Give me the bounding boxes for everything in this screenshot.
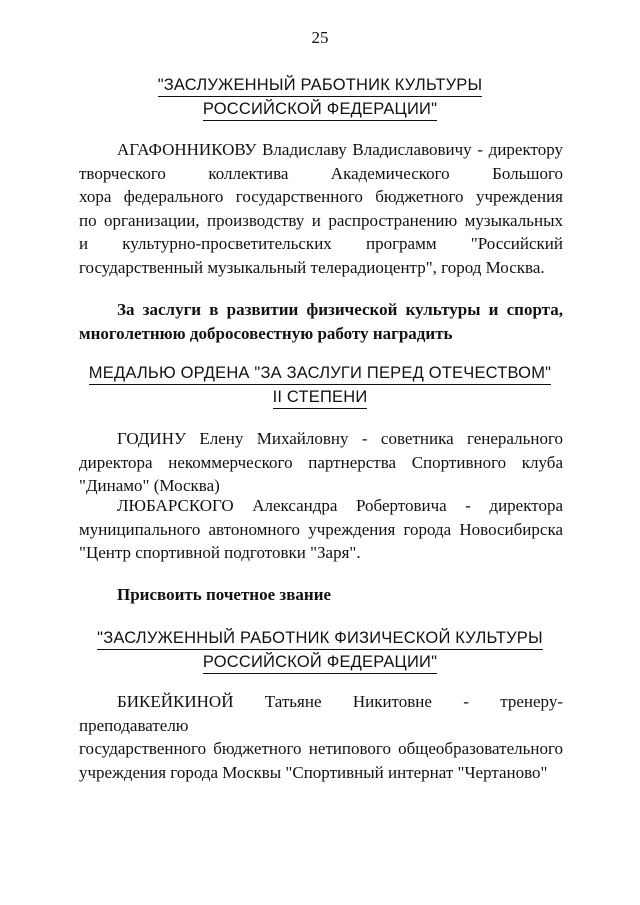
paragraph-line: по организации, производству и распространению музыкальных — [79, 210, 563, 230]
paragraph-line: АГАФОННИКОВУ Владиславу Владиславовичу - директору — [117, 140, 563, 159]
paragraph-line: директора некоммерческого партнерства Спортивного клуба — [79, 452, 563, 472]
paragraph-line: учреждения города Москвы "Спортивный интернат "Чертаново" — [79, 762, 548, 782]
paragraph-line: и культурно-просветительских программ "Российский — [79, 234, 563, 253]
nominee-godina — [79, 427, 563, 498]
paragraph-line: муниципального автономного учреждения города Новосибирска — [79, 519, 563, 539]
award-title-culture — [0, 73, 640, 121]
paragraph-line: хора федерального государственного бюджетного учреждения — [79, 187, 563, 206]
award-title-line-2: РОССИЙСКОЙ ФЕДЕРАЦИИ" — [203, 99, 437, 121]
paragraph-line: "Динамо" (Москва) — [79, 476, 220, 495]
paragraph-line: творческого коллектива Академического Большого — [79, 163, 563, 183]
page-number: 25 — [311, 28, 329, 47]
title-intro — [79, 583, 563, 607]
paragraph-line: государственного бюджетного нетипового общеобразовательного — [79, 739, 563, 758]
nominee-lyubarsky — [79, 494, 563, 565]
paragraph-line: Присвоить почетное звание — [117, 585, 332, 604]
paragraph-line: многолетнюю добросовестную работу наградить — [79, 323, 453, 343]
paragraph-line: За заслуги в развитии физической культуры и спорта, — [117, 300, 563, 319]
award-title-line-2: РОССИЙСКОЙ ФЕДЕРАЦИИ" — [203, 652, 437, 674]
paragraph-line: "Центр спортивной подготовки "Заря". — [79, 543, 361, 562]
paragraph-line: БИКЕЙКИНОЙ Татьяне Никитовне - тренеру-преподавателю — [79, 692, 563, 735]
paragraph-line: государственный музыкальный телерадиоцентр", город Москва. — [79, 257, 545, 277]
award-title-line-1: "ЗАСЛУЖЕННЫЙ РАБОТНИК ФИЗИЧЕСКОЙ КУЛЬТУРЫ — [97, 628, 543, 650]
award-title-line-1: МЕДАЛЬЮ ОРДЕНА "ЗА ЗАСЛУГИ ПЕРЕД ОТЕЧЕСТВОМ" — [89, 363, 551, 385]
nominee-agafonnikov — [79, 138, 563, 279]
award-title-line-2: II СТЕПЕНИ — [273, 387, 368, 409]
award-title-medal — [0, 361, 640, 409]
paragraph-line: ГОДИНУ Елену Михайловну - советника генерального — [117, 429, 563, 448]
paragraph-line: ЛЮБАРСКОГО Александра Робертовича - директора — [117, 496, 563, 515]
award-title-sport — [0, 626, 640, 674]
nominee-bikeykina — [79, 690, 563, 784]
award-intro-sport — [79, 298, 563, 345]
award-title-line-1: "ЗАСЛУЖЕННЫЙ РАБОТНИК КУЛЬТУРЫ — [158, 75, 483, 97]
